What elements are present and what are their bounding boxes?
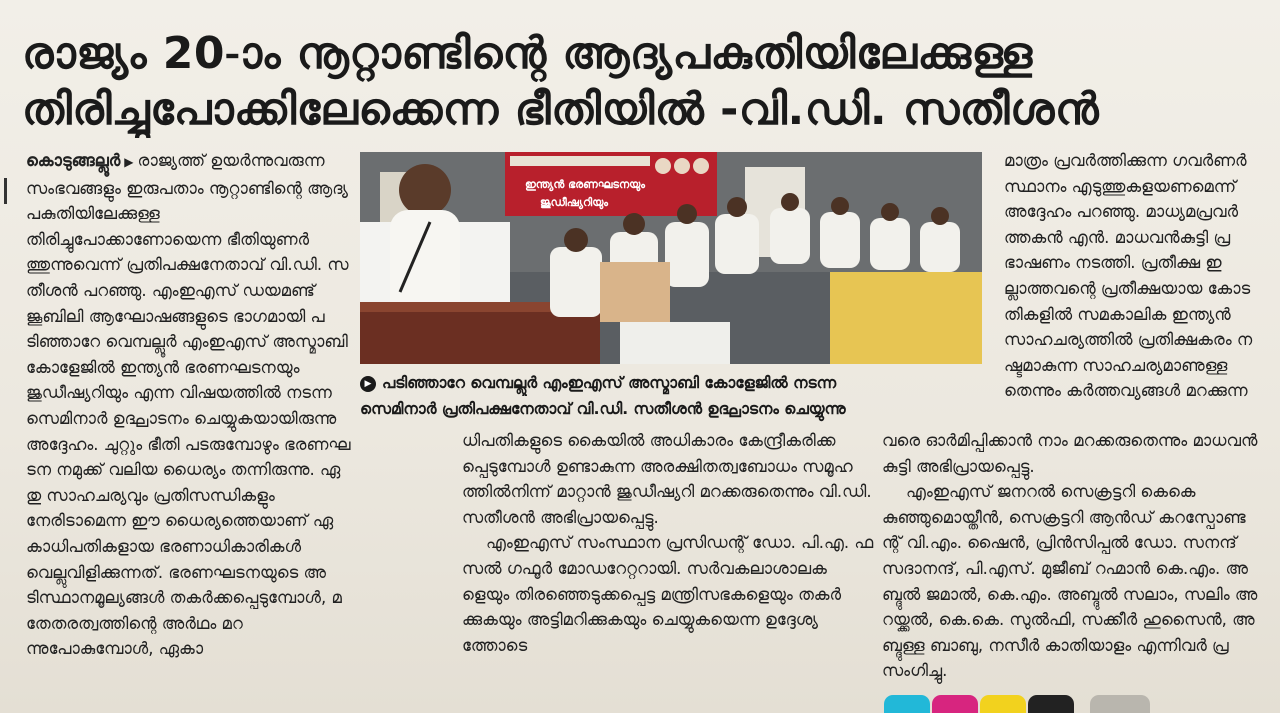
column-marker [4, 178, 7, 204]
dateline-arrow-icon: ▶ [124, 155, 134, 169]
print-register-yellow [980, 695, 1026, 713]
headline-line-2: തിരിച്ചുപോക്കിലേക്കെന്ന ഭീതിയിൽ -വി.ഡി. സതീശൻ [22, 84, 1100, 135]
event-photo [360, 152, 982, 364]
article-column-3 [882, 428, 1262, 693]
print-register-magenta [932, 695, 978, 713]
article-column-1 [26, 148, 354, 696]
print-register-cyan [884, 695, 930, 713]
article-paragraph: എംഇഎസ് ജനറൽ സെക്രട്ടറി കെകെ കുഞ്ഞുമൊയ്തീൻ, സെക്രട്ടറി ആൻഡ് കറസ്പോണ്ടന്റ് വി.എം. ഷൈൻ, പ്രിൻസിപ്പൽ ഡോ. സനന്ദ് സദാനന്ദ്, പി.എസ്. മുജീബ് റഹ്മാൻ കെ.എം. അബ്ദുൽ ജമാൽ, കെ.എം. അബ്ദുൽ സലാം, സലിം അറയ്ക്കൽ, കെ.കെ. സുൽഫി, സക്കീർ ഹുസൈൻ, അബ്ദുള്ള ബാബു, നസീർ കാതിയാളം എന്നിവർ പ്രസംഗിച്ചു. [882, 482, 1258, 681]
photo-caption [360, 370, 982, 422]
article-paragraph: മാത്രം പ്രവർത്തിക്കുന്ന ഗവർണർ സ്ഥാനം എടുത്തുകളയണമെന്ന് അദ്ദേഹം പറഞ്ഞു. മാധ്യമപ്രവർത്തകൻ എൻ. മാധവൻകുട്ടി പ്രഭാഷണം നടത്തി. പ്രതീക്ഷ ഇല്ലാത്തവന്റെ പ്രതീക്ഷയായ കോടതികളിൽ സമകാലിക ഇന്ത്യൻ സാഹചര്യത്തിൽ പ്രതിക്ഷകരം നഷ്ടമാകുന്ന സാഹചര്യമാണുള്ളതെന്നും കർത്തവ്യങ്ങൾ മറക്കുന്ന [1004, 151, 1253, 401]
article-column-4 [1004, 148, 1262, 468]
article-paragraph: ധിപതികളുടെ കൈയിൽ അധികാരം കേന്ദ്രീകരിക്കപ്പെടുമ്പോൾ ഉണ്ടാകുന്ന അരക്ഷിതത്വബോധം സമൂഹത്തിൽനിന്ന് മാറ്റാൻ ജുഡീഷ്യറി മറക്കരുതെന്നും വി.ഡി. സതീശൻ അഭിപ്രായപ്പെട്ടു. [462, 431, 872, 527]
banner-text-1: ഇന്ത്യൻ ഭരണഘടനയും [525, 178, 646, 191]
caption-line-1: പടിഞ്ഞാറേ വെമ്പല്ലൂർ എംഇഎസ് അസ്മാബി കോളേജിൽ നടന്ന [382, 374, 837, 392]
article-paragraph: എംഇഎസ് സംസ്ഥാന പ്രസിഡന്റ് ഡോ. പി.എ. ഫസൽ ഗഫൂർ മോഡറേറ്ററായി. സർവകലാശാലകളെയും തിരഞ്ഞെടുക്കപ്പെട്ട മന്ത്രിസഭകളെയും തകർക്കുകയും അട്ടിമറിക്കുകയും ചെയ്യുകയെന്ന ഉദ്ദേശ്യത്തോടെ [462, 533, 874, 655]
print-register-grey [1090, 695, 1150, 713]
dateline: കൊടുങ്ങല്ലൂർ [26, 151, 121, 170]
banner-text-2: ജുഡീഷ്യറിയും [540, 196, 609, 209]
caption-line-2: സെമിനാർ പ്രതിപക്ഷനേതാവ് വി.ഡി. സതീശൻ ഉദ്ഘാടനം ചെയ്യുന്നു [360, 400, 846, 418]
article-paragraph: വരെ ഓർമിപ്പിക്കാൻ നാം മറക്കരുതെന്നും മാധവൻകുട്ടി അഭിപ്രായപ്പെട്ടു. [882, 431, 1258, 476]
article-column-2 [462, 428, 874, 693]
photo-illustration [360, 152, 982, 364]
headline-line-1: രാജ്യം 20-ാം നൂറ്റാണ്ടിന്റെ ആദ്യപകുതിയിലേക്കുള്ള [22, 28, 1033, 79]
headline [22, 26, 1252, 138]
print-register-black [1028, 695, 1074, 713]
play-icon: ▶ [360, 376, 376, 392]
article-paragraph: രാജ്യത്ത് ഉയർന്നുവരുന്ന സംഭവങ്ങളും ഇരുപതാം നൂറ്റാണ്ടിന്റെ ആദ്യപകുതിയിലേക്കുള്ള തിരിച്ചുപോക്കാണോയെന്ന ഭീതിയുണർത്തുന്നുവെന്ന് പ്രതിപക്ഷനേതാവ് വി.ഡി. സതീശൻ പറഞ്ഞു. എംഇഎസ് ഡയമണ്ട് ജൂബിലി ആഘോഷങ്ങളുടെ ഭാഗമായി പടിഞ്ഞാറേ വെമ്പല്ലൂർ എംഇഎസ് അസ്മാബി കോളേജിൽ ഇന്ത്യൻ ഭരണഘടനയും ജുഡീഷ്യറിയും എന്ന വിഷയത്തിൽ നടന്ന സെമിനാർ ഉദ്ഘാടനം ചെയ്യുകയായിരുന്നു അദ്ദേഹം. ചുറ്റും ഭീതി പടരുമ്പോഴും ഭരണഘടന നമുക്ക് വലിയ ധൈര്യം തന്നിരുന്നു. ഏതു സാഹചര്യവും പ്രതിസന്ധികളും നേരിടാമെന്ന ഈ ധൈര്യത്തെയാണ് ഏകാധിപതികളായ ഭരണാധികാരികൾ വെല്ലുവിളിക്കുന്നത്. ഭരണഘടനയുടെ അടിസ്ഥാനമൂല്യങ്ങൾ തകർക്കപ്പെടുമ്പോൾ, മതേതരത്വത്തിന്റെ അർഥം മറന്നുപോകുമ്പോൾ, ഏകാ [26, 151, 351, 659]
